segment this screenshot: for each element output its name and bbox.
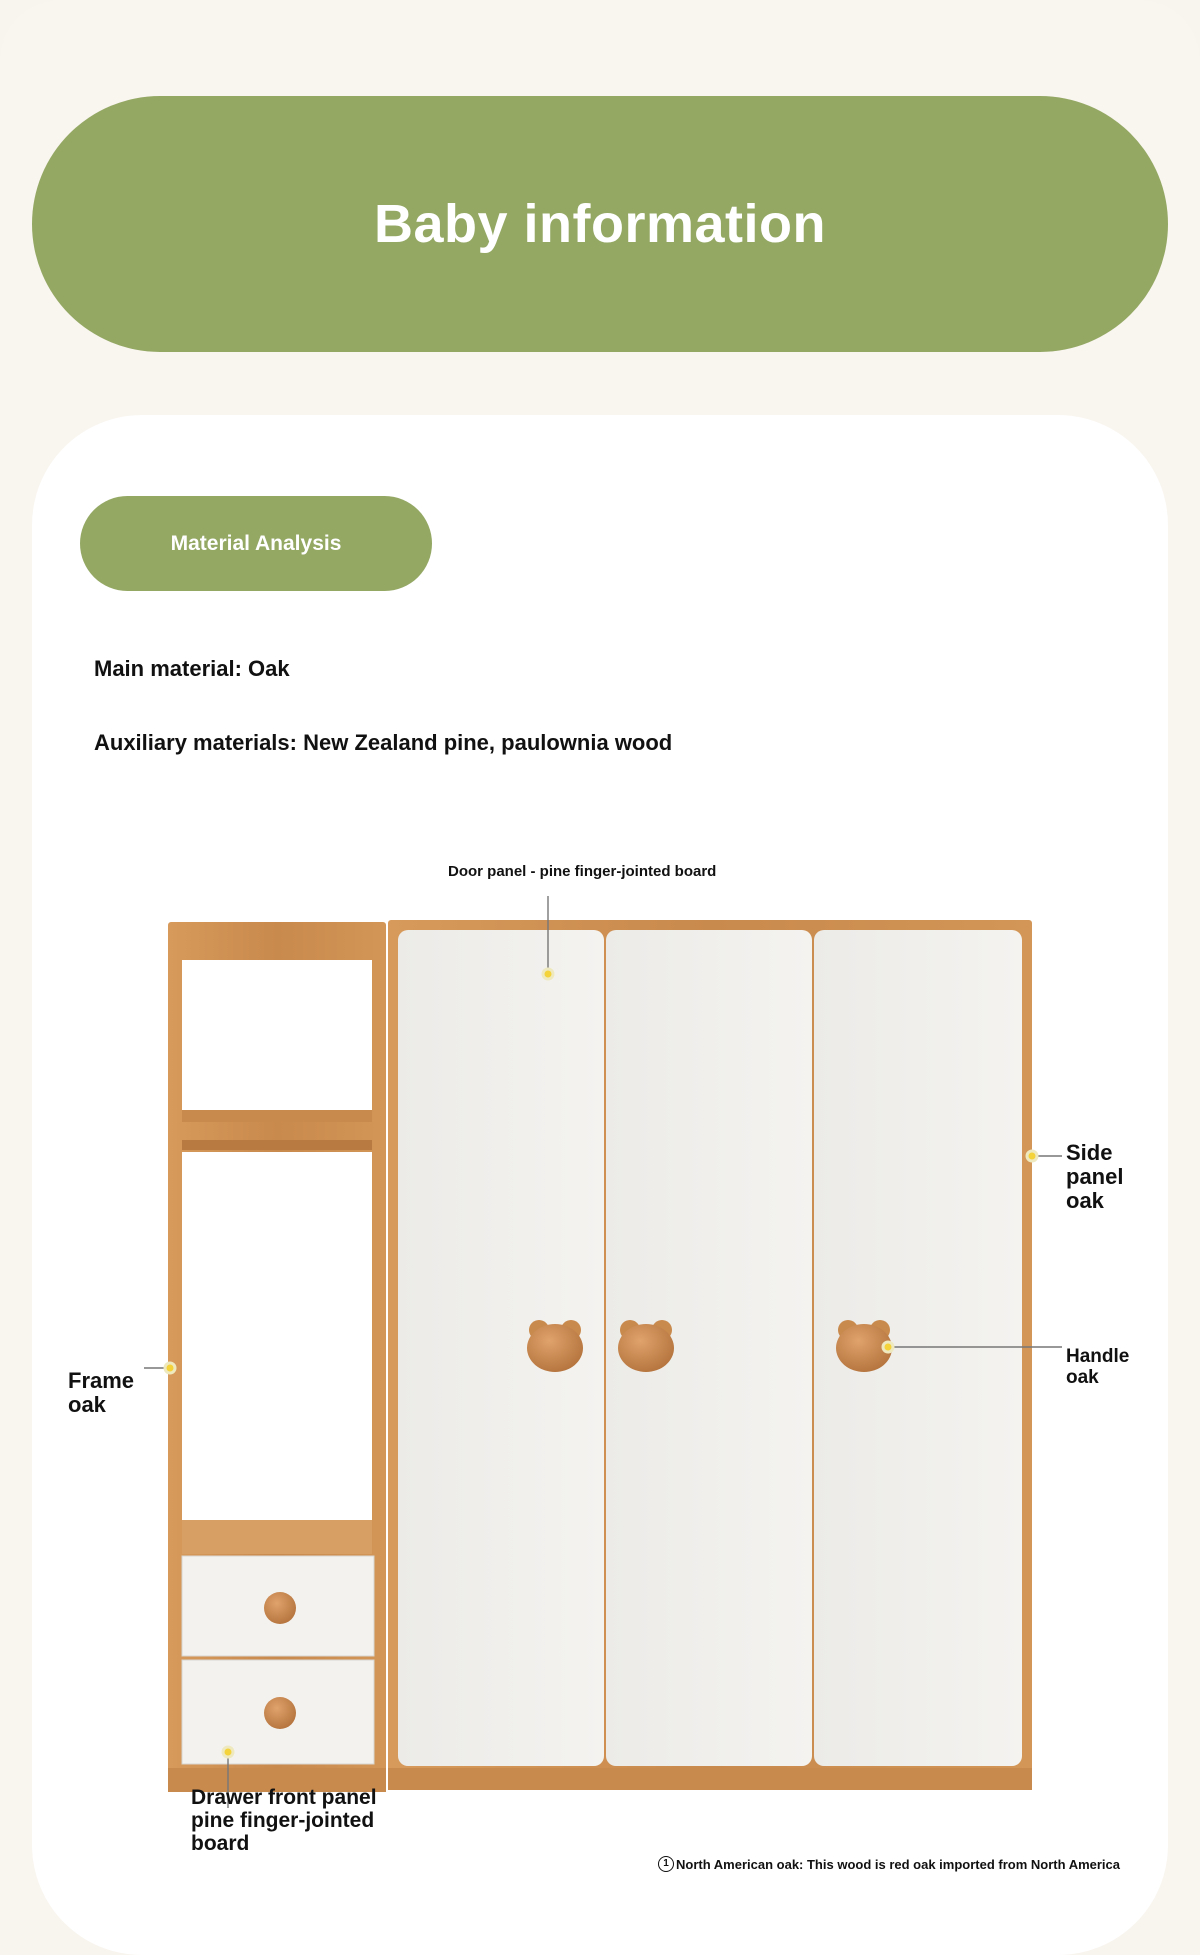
footnote-marker: 1 <box>658 1856 674 1872</box>
footnote-text: North American oak: This wood is red oak imported from North America <box>676 1856 1120 1872</box>
frame-label: Frame oak <box>68 1368 135 1418</box>
footnote <box>658 1856 1120 1872</box>
open-shelf-unit <box>168 922 386 1792</box>
page-title: Baby information <box>373 194 827 254</box>
auxiliary-materials-text: Auxiliary materials: New Zealand pine, paulownia wood <box>94 730 673 755</box>
door-panel-label: Door panel - pine finger-jointed board <box>448 863 717 880</box>
handle-label: Handle oak <box>1066 1346 1130 1388</box>
wardrobe-body <box>388 920 1032 1790</box>
main-material-text: Main material: Oak <box>94 656 290 681</box>
material-analysis-badge: Material Analysis <box>80 496 432 591</box>
side-panel-label: Side panel oak <box>1066 1140 1124 1214</box>
drawer-front-label: Drawer front panel pine finger-jointed board <box>191 1786 377 1856</box>
